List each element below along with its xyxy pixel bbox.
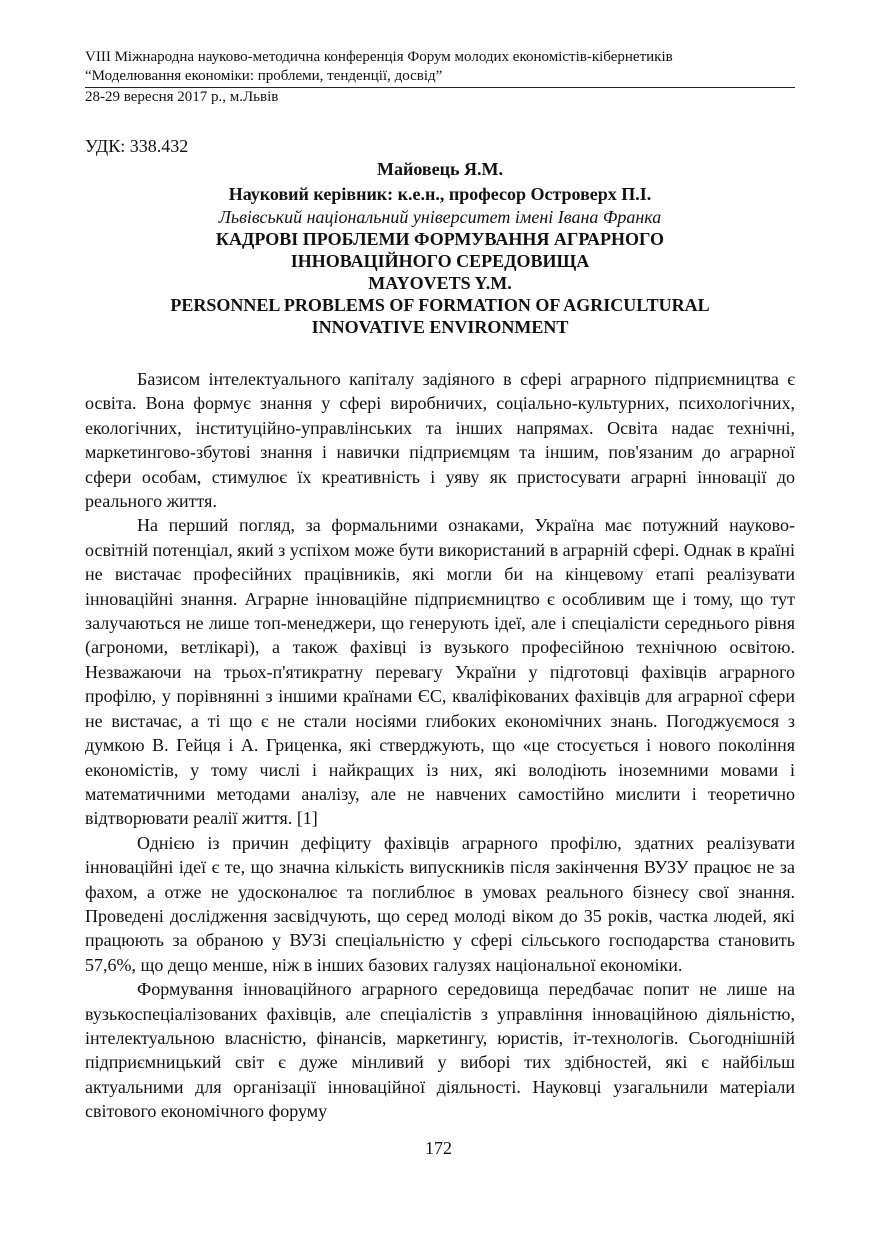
title-en-line2: INNOVATIVE ENVIRONMENT (311, 317, 569, 337)
header-date-location: 28-29 вересня 2017 р., м.Львів (85, 89, 279, 105)
running-header (85, 48, 795, 107)
paragraph-2: На перший погляд, за формальними ознаками, Україна має потужний науково-освітній потенціал, який з успіхом може бути використаний в аграрній сфері. Однак в країні не вистачає професійних працівників, які могли би на кінцевому етапі реалізувати інноваційні знання. Аграрне інноваційне підприємництво є особливим ще і тому, що тут залучаються не лише топ-менеджери, що генерують ідеї, але і спеціалісти середнього рівня (агрономи, ветлікарі), а також фахівці із вузького професійною технічною освітою. Незважаючи на трьох-п'ятикратну перевагу України у підготовці фахівців аграрного профілю, у порівнянні з іншими країнами ЄС, кваліфікованих фахівців для аграрної сфери не вистачає, а ті що є не стали носіями глибоких економічних знань. Погоджуємося з думкою В. Гейця і А. Гриценка, які стверджують, що «це стосується і нового покоління економістів, у тому числі і найкращих із них, які володіють іноземними мовами і математичними методами аналізу, але не навчених самостійно мислити і теоретично відтворювати реалії життя. [1] (85, 515, 795, 829)
title-ua-line1: КАДРОВІ ПРОБЛЕМИ ФОРМУВАННЯ АГРАРНОГО (215, 229, 665, 249)
author-name: Майовець Я.М. (377, 159, 503, 179)
paragraph-3: Однією із причин дефіциту фахівців аграрного профілю, здатних реалізувати інноваційні ідеї є те, що значна кількість випускників після закінчення ВУЗУ працює не за фахом, а отже не удосконалює та поглиблює в умовах реального бізнесу свої знання. Проведені дослідження засвідчують, що серед молоді віком до 35 років, частка людей, які працюють за обраною у ВУЗі спеціальністю у сфері сільського господарства становить 57,6%, що дещо менше, ніж в інших базових галузях національної економіки. (85, 832, 795, 975)
paragraph-4: Формування інноваційного аграрного середовища передбачає попит не лише на вузькоспеціалізованих фахівців, але спеціалістів з управління інноваційною діяльністю, інтелектуальною власністю, фінансів, маркетингу, юристів, іт-технологів. Сьогоднішній підприємницький світ є дуже мінливий у виборі тих здібностей, які є найбільш актуальними для організації інноваційної діяльності. Науковці узагальнили матеріали світового економічного форуму (85, 979, 795, 1122)
title-en-line1: PERSONNEL PROBLEMS OF FORMATION OF AGRICULTURAL (170, 295, 710, 315)
affiliation: Львівський національний університет імені Івана Франка (218, 207, 662, 227)
body-text (85, 367, 795, 1124)
udc-code: УДК: 338.432 (85, 136, 189, 156)
author-name-en: MAYOVETS Y.M. (368, 273, 512, 293)
paragraph-1: Базисом інтелектуального капіталу задіяного в сфері аграрного підприємництва є освіта. Вона формує знання у сфері виробничих, соціально-культурних, психологічних, екологічних, інституційно-управлінських та інших напрямах. Освіта надає технічні, маркетингово-збутові знання і навички підприємцям та іншим, пов'язаним до аграрної сфери особам, стимулює їх креативність і уяву як пристосувати аграрні інновації до реального життя. (85, 369, 795, 512)
page-number: 172 (425, 1138, 452, 1158)
paper-page (85, 48, 795, 1124)
header-conference-title: VIII Міжнародна науково-методична конференція Форум молодих економістів-кібернетиків (85, 49, 673, 65)
header-conference-subtitle: “Моделювання економіки: проблеми, тенденції, досвід” (85, 68, 443, 84)
scientific-supervisor: Науковий керівник: к.е.н., професор Островерх П.І. (228, 184, 652, 204)
title-ua-line2: ІННОВАЦІЙНОГО СЕРЕДОВИЩА (290, 251, 590, 271)
